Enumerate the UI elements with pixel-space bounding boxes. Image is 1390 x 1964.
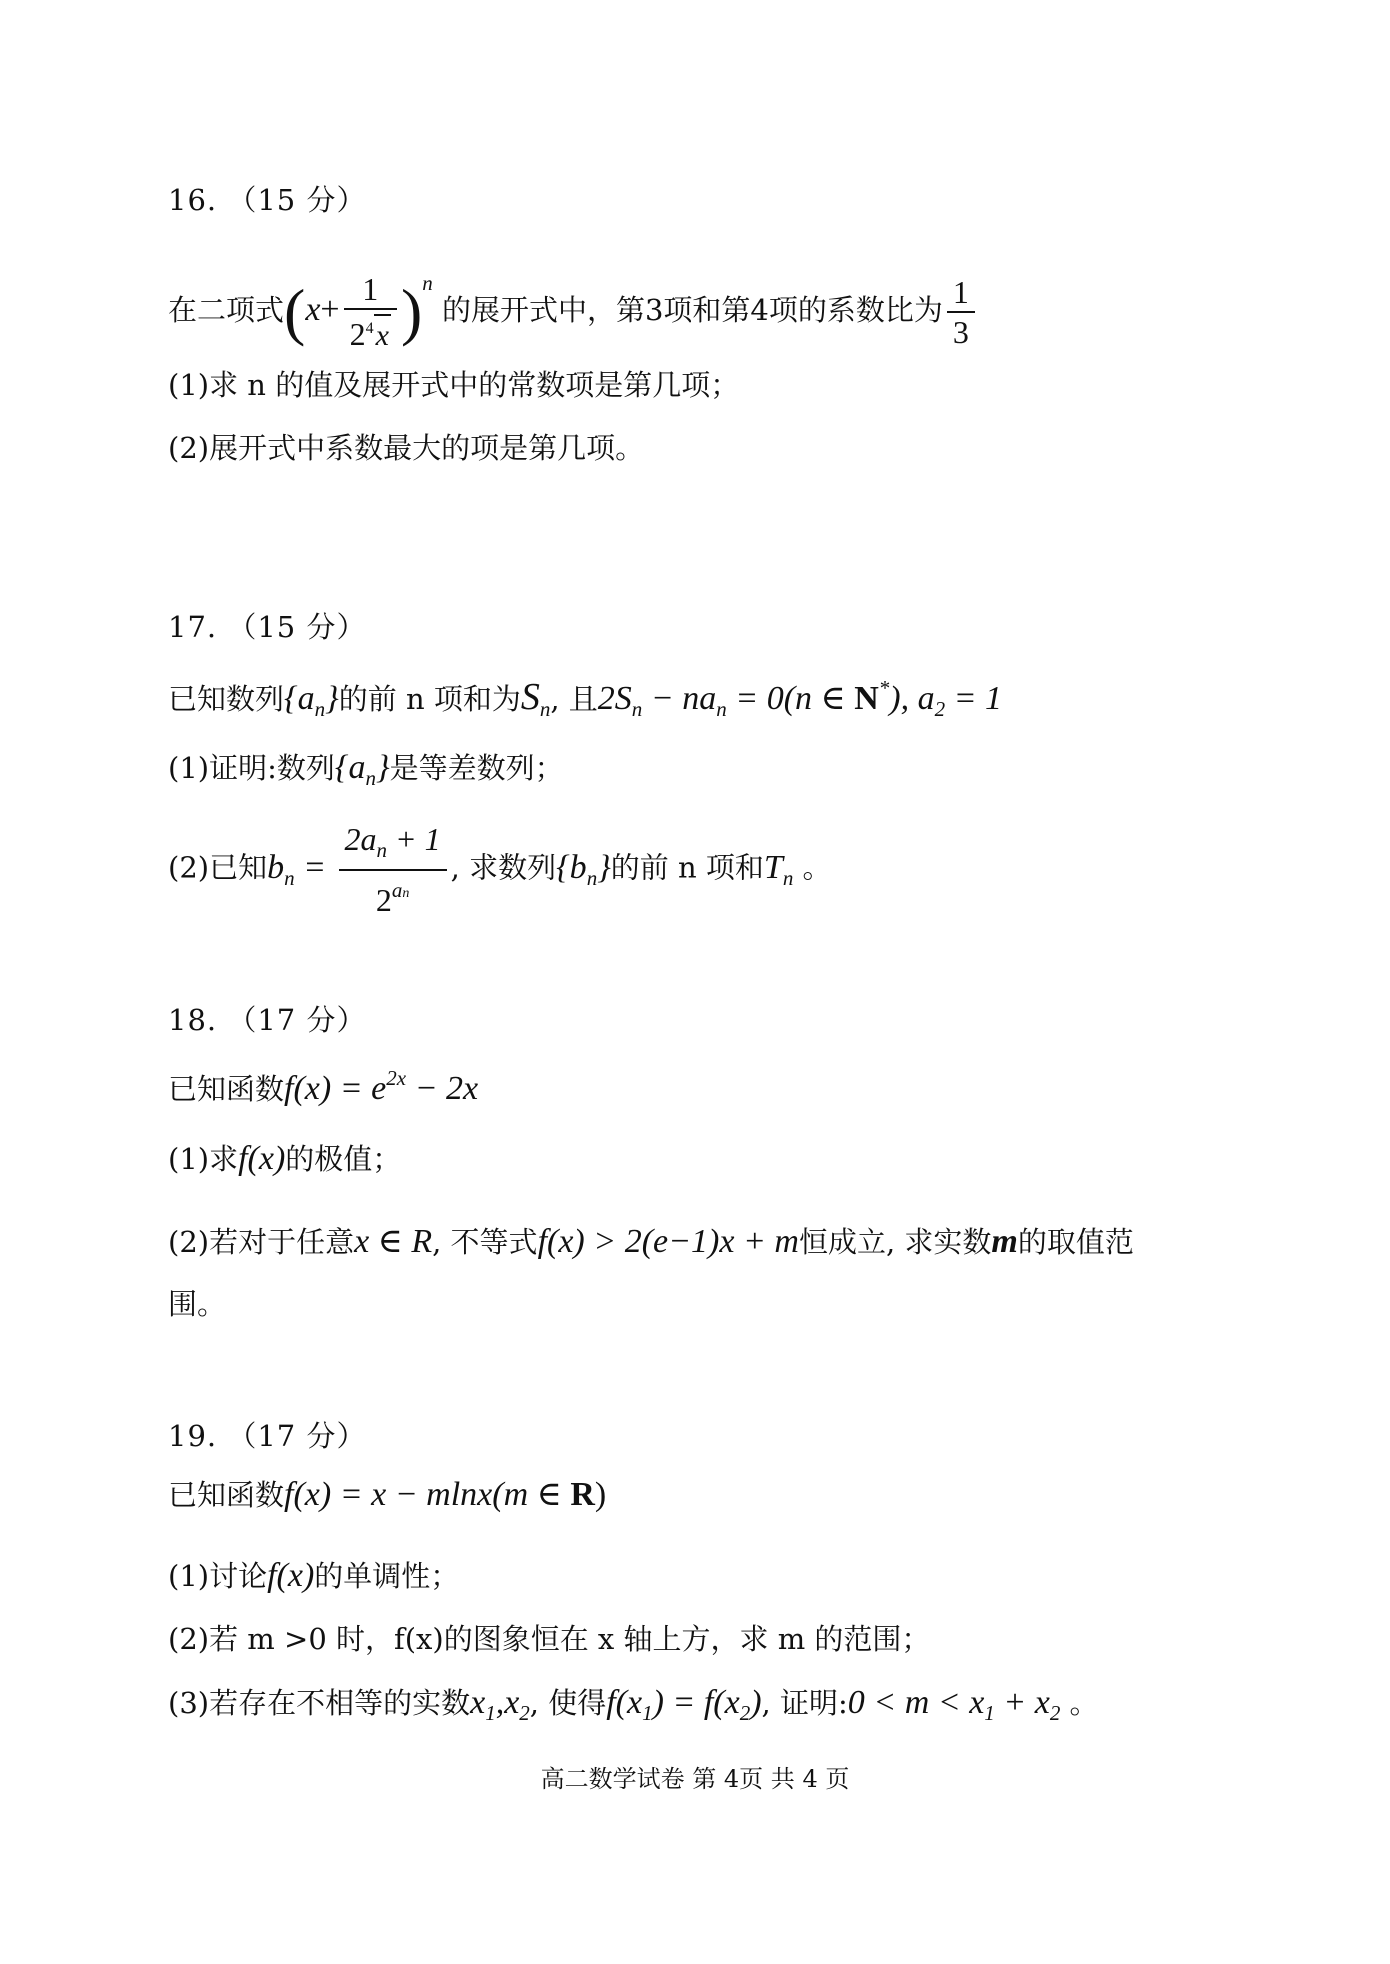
q17-eq-N: N [854, 680, 879, 717]
q17-T [763, 848, 794, 890]
q17-eq-star: * [878, 676, 890, 700]
q17-b-den-sup-sub: n [402, 886, 410, 901]
q17-eq-sub1: n [631, 697, 643, 721]
q19-stem [168, 1475, 606, 1515]
q17-part1 [168, 748, 564, 798]
q16-expr-den [344, 310, 397, 355]
q18-part1-b: 的极值； [285, 1142, 402, 1176]
q19-part1-b: 的单调性； [314, 1559, 460, 1593]
q18-fx: f(x) [238, 1140, 286, 1177]
q19-x1x2 [470, 1684, 530, 1725]
q16-ratio-den: 3 [952, 314, 969, 350]
q17-stem-b: 的前 n 项和为 [338, 682, 521, 716]
q17-part1-seq [334, 749, 390, 790]
q16-big-paren-close: ) [400, 276, 423, 347]
q19-f-def: f(x) = x − mlnx(m ∈ [284, 1476, 571, 1513]
q17-S-text: S [520, 676, 540, 718]
q19-x2: x [504, 1684, 520, 1721]
q17-part2-c: 的前 n 项和 [610, 850, 764, 885]
q19-ineq-sub1: 1 [984, 1701, 995, 1725]
q18-part2-cont: 围。 [168, 1287, 227, 1321]
q18-m: m [991, 1223, 1018, 1260]
q19-part3-a: (3)若存在不相等的实数 [168, 1686, 471, 1720]
q17-b-den-sup [392, 878, 410, 902]
q16-root-symbol [374, 314, 391, 352]
q17-eq-sub3: 2 [934, 697, 946, 721]
q16-radicand: x [375, 318, 389, 352]
q19-part3-d: 。 [1060, 1686, 1099, 1720]
q16-expr-x: x [305, 291, 321, 328]
q17-b-den [339, 871, 447, 919]
q16-part1: (1)求 n 的值及展开式中的常数项是第几项； [168, 368, 740, 402]
q16-expr-plus: + [320, 291, 340, 328]
q17-b-num-end: + 1 [387, 821, 441, 857]
q19-x1: x [470, 1684, 486, 1721]
q18-ineq: f(x) > 2(e−1)x + m [537, 1223, 799, 1260]
q19-stem-text: 已知函数 [168, 1478, 285, 1512]
q18-f-sup: 2x [386, 1066, 407, 1090]
q19-R: R [570, 1476, 595, 1513]
q18-f-def [284, 1066, 479, 1107]
q19-eqf-mid: ) = f(x [652, 1684, 740, 1721]
q17-T-text: T [763, 848, 783, 886]
q17-stem-a: 已知数列 [168, 682, 285, 716]
q16-expr-num: 1 [344, 270, 397, 310]
q17-part1-a: (1)证明:数列 [168, 751, 335, 785]
q17-part2-seq-text: {b [556, 848, 587, 886]
q18-part2-a: (2)若对于任意 [168, 1225, 355, 1259]
q17-b-lhs-text: b [267, 848, 285, 886]
q17-b-lhs-sub: n [284, 865, 295, 890]
q17-b-eq: = [294, 848, 335, 886]
q17-seq-a-text: {a [284, 680, 315, 717]
q17-part2-a: (2)已知 [168, 850, 268, 885]
q17-part1-seq-close: } [375, 749, 390, 786]
q16-stem-pre: 在二项式 [168, 293, 285, 327]
q16-root-index: 4 [365, 319, 374, 337]
q17-part2-seq-close: } [597, 848, 611, 886]
q19-part1-a: (1)讨论 [168, 1559, 268, 1593]
q17-T-sub: n [782, 865, 794, 890]
q19-comma: , [495, 1684, 505, 1721]
q18-header: 18. （17 分） [168, 1003, 367, 1037]
q17-header: 17. （15 分） [168, 610, 367, 644]
q17-b-den-sup-text: a [391, 878, 403, 902]
q17-part2-b: , 求数列 [450, 850, 557, 885]
q19-part3-b: , 使得 [529, 1686, 607, 1720]
q17-part1-seq-text: {a [334, 749, 366, 786]
q17-part2-seq-sub: n [586, 865, 598, 890]
q19-part1 [168, 1556, 459, 1596]
q19-ineq [847, 1684, 1061, 1725]
q17-seq-a-sub: n [314, 697, 326, 721]
q19-eqf1: f(x [606, 1684, 643, 1721]
q17-part1-seq-sub: n [365, 766, 376, 790]
q16-expr-den-coef: 2 [349, 315, 366, 352]
q17-eq-paren: (n ∈ [783, 680, 855, 717]
q17-eq-2: 2S [597, 680, 632, 717]
q18-part2 [168, 1222, 1134, 1262]
q18-part2-d: 的取值范 [1017, 1225, 1134, 1259]
q17-part1-b: 是等差数列； [389, 751, 564, 785]
q19-f-close: ) [594, 1476, 607, 1513]
q17-S-sub: n [539, 697, 551, 721]
q17-stem-c: , 且 [550, 682, 598, 716]
q16-expr-fraction [344, 270, 397, 355]
q17-b-num-text: 2a [344, 821, 377, 857]
q19-fx: f(x) [267, 1557, 315, 1594]
q19-eqf1-sub: 1 [642, 1701, 653, 1725]
q19-part3-c: , 证明: [761, 1686, 848, 1720]
q18-part1-a: (1)求 [168, 1142, 239, 1176]
q17-eq-close: ), a [889, 680, 935, 717]
q18-f-def-text: f(x) = e [284, 1070, 387, 1107]
q17-equation [597, 676, 1003, 721]
q19-part3 [168, 1683, 1099, 1733]
q17-b-num [339, 820, 447, 871]
q16-big-paren-open: ( [284, 276, 306, 347]
q17-b-fraction [339, 820, 447, 919]
q19-eqf [606, 1684, 762, 1725]
q16-stem-post: 的展开式中，第3项和第4项的系数比为 [441, 293, 943, 327]
q19-eqf2-sub: 2 [739, 1701, 751, 1725]
q18-stem-text: 已知函数 [168, 1072, 285, 1106]
q17-eq-sub2: n [716, 697, 727, 721]
q17-S [520, 676, 551, 721]
q17-eq-end: = 1 [945, 680, 1003, 717]
q17-stem [168, 668, 1002, 729]
q18-xR: x ∈ R [354, 1223, 433, 1260]
q17-eq-eq0: = 0 [726, 680, 784, 717]
q19-x1-sub: 1 [485, 1701, 496, 1725]
q17-b-num-sub: n [376, 838, 388, 862]
q17-seq-a [284, 680, 339, 721]
q18-part2-c: 恒成立, 求实数 [798, 1225, 992, 1259]
page-footer: 高二数学试卷 第 4页 共 4 页 [540, 1765, 850, 1793]
q17-part2-d: 。 [793, 850, 832, 885]
q17-part2-seq [556, 848, 611, 890]
q17-seq-a-close: } [325, 680, 339, 717]
q18-stem [168, 1058, 478, 1109]
q19-header: 19. （17 分） [168, 1419, 367, 1453]
q19-ineq-a: 0 < m < x [847, 1684, 985, 1721]
q16-header: 16. （15 分） [168, 183, 367, 217]
q17-b-lhs [267, 848, 335, 890]
q18-f-end: − 2x [406, 1070, 479, 1107]
q19-ineq-b: + x [994, 1684, 1050, 1721]
q17-b-den-text: 2 [375, 882, 392, 918]
q17-part2 [168, 820, 832, 919]
q16-ratio-num: 1 [947, 273, 975, 313]
q16-expr-exp: n [422, 271, 433, 295]
q18-part1 [168, 1139, 401, 1179]
q19-ineq-sub2: 2 [1049, 1701, 1061, 1725]
q19-x2-sub: 2 [519, 1701, 530, 1725]
q19-eqf-end: ) [750, 1684, 762, 1721]
q16-stem [168, 248, 979, 355]
q18-part2-b: , 不等式 [432, 1225, 538, 1259]
q16-part2: (2)展开式中系数最大的项是第几项。 [168, 431, 645, 465]
q16-ratio-fraction [947, 273, 975, 351]
q19-part2: (2)若 m >0 时，f(x)的图象恒在 x 轴上方，求 m 的范围； [168, 1622, 931, 1656]
q17-eq-minus: − na [642, 680, 717, 717]
